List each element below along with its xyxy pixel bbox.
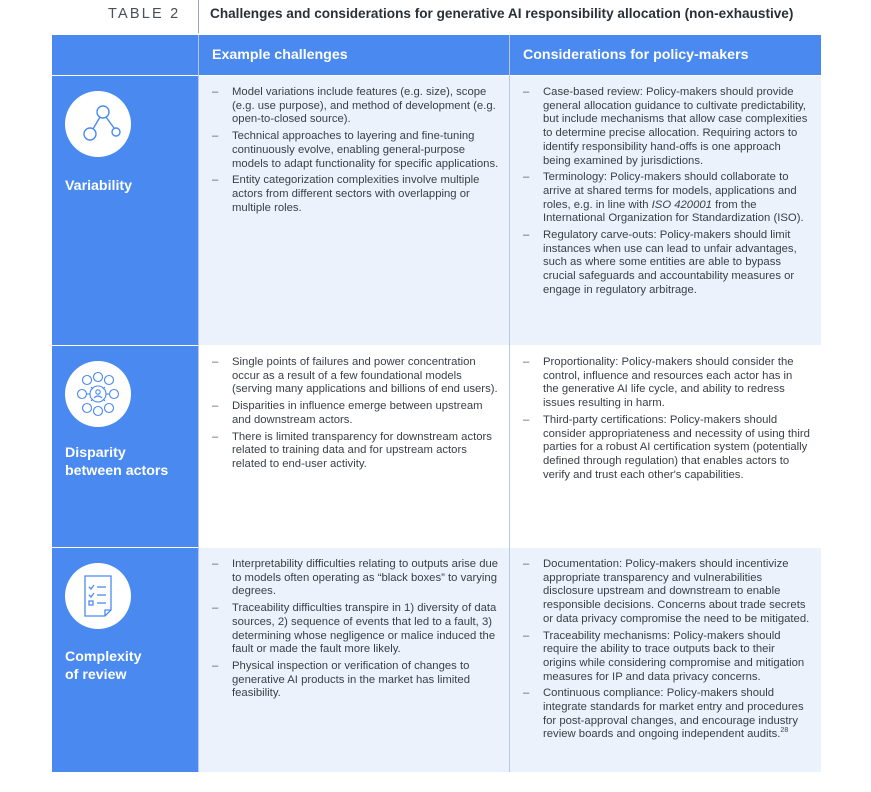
- list-item: – Physical inspection or verification of changes to generative AI products in the market has limited feasibility.: [212, 660, 499, 701]
- list-item: – Interpretability difficulties relating to outputs arise due to models often operating as “black boxes” to varying degrees.: [212, 558, 499, 599]
- table-row-disparity: [52, 346, 821, 547]
- list-item: – Single points of failures and power concentration occur as a result of a few foundational models (serving many applications and billions of end users).: [212, 356, 499, 397]
- list-item: – Traceability difficulties transpire in 1) diversity of data sources, 2) sequence of events that led to a fault, 3) determining whose negligence or malice induced the fault or made the fault more likely.: [212, 602, 499, 657]
- list-item: – Third-party certifications: Policy-makers should consider appropriateness and necessity of using third parties for a robust AI certification system (potentially defined through regulation) that enables actors to verify and trust each other's capabilities.: [523, 414, 811, 483]
- list-item: – Proportionality: Policy-makers should consider the control, influence and resources each actor has in the generative AI life cycle, and ability to redress issues resulting in harm.: [523, 356, 811, 411]
- footnote-marker: 28: [780, 727, 789, 735]
- list-item: – Terminology: Policy-makers should collaborate to arrive at shared terms for models, applications and roles, e.g. in line with ISO 420001 from the International Organization for Standardization (ISO).: [523, 171, 811, 226]
- column-divider: [509, 35, 510, 772]
- table-row-variability: [52, 76, 821, 345]
- column-header-challenges: Example challenges: [199, 35, 509, 75]
- list-item: – Disparities in influence emerge between upstream and downstream actors.: [212, 400, 499, 427]
- challenges-cell: [199, 76, 509, 345]
- list-item: – Entity categorization complexities involve multiple actors from different sectors with overlapping or multiple roles.: [212, 174, 499, 215]
- network-node-icon: [65, 91, 131, 157]
- table-title: Challenges and considerations for generative AI responsibility allocation (non-exhaustive): [210, 6, 794, 21]
- row-label: Complexity of review: [65, 649, 142, 683]
- table-label: TABLE 2: [108, 6, 181, 22]
- checklist-document-icon: [65, 563, 131, 629]
- list-item: – There is limited transparency for downstream actors related to training data and for upstream actors related to end-user activity.: [212, 431, 499, 472]
- considerations-cell: [510, 346, 821, 547]
- challenges-cell: [199, 548, 509, 772]
- row-label-cell: [52, 346, 198, 547]
- column-header-considerations: Considerations for policy-makers: [510, 35, 821, 75]
- list-item: – Case-based review: Policy-makers should provide general allocation guidance to cultivate predictability, but include mechanisms that allow case complexities to determine precise allocation. Requiring actors to identify responsibility hand-offs is one approach being examined by jurisdictions.: [523, 86, 811, 168]
- table-row-complexity: [52, 548, 821, 772]
- list-item: – Continuous compliance: Policy-makers should integrate standards for market entry and procedures for post-approval changes, and encourage industry review boards and ongoing independent audits.$^{28}$: [523, 687, 811, 742]
- people-network-icon: [65, 361, 131, 427]
- list-item: – Model variations include features (e.g. size), scope (e.g. use purpose), and method of development (e.g. open-to-closed source).: [212, 86, 499, 127]
- considerations-cell: [510, 76, 821, 345]
- row-label: Variability: [65, 178, 133, 194]
- considerations-cell: [510, 548, 821, 772]
- iso-reference: ISO 420001: [651, 198, 712, 211]
- list-item: – Regulatory carve-outs: Policy-makers should limit instances when use can lead to unfair advantages, such as where some entities are able to bypass crucial safeguards and accountability measures or engage in regulatory arbitrage.: [523, 229, 811, 298]
- list-item: – Traceability mechanisms: Policy-makers should require the ability to trace outputs back to their origins while considering compromise and mitigation measures for IP and data privacy concerns.: [523, 630, 811, 685]
- column-divider: [198, 35, 199, 772]
- title-divider: [198, 0, 199, 33]
- row-label: Disparity between actors: [65, 445, 169, 479]
- challenges-cell: [199, 346, 509, 547]
- icon-badge: [65, 563, 131, 629]
- list-item: – Documentation: Policy-makers should incentivize appropriate transparency and vulnerabilities disclosure upstream and downstream to enable responsible decisions. Concerns about trade secrets or data privacy compromise the need to be mitigated.: [523, 558, 811, 627]
- row-label-cell: [52, 76, 198, 345]
- icon-badge: [65, 361, 131, 427]
- responsibility-table: [52, 35, 821, 772]
- row-label-cell: [52, 548, 198, 772]
- header-corner: [52, 35, 198, 75]
- list-item: – Technical approaches to layering and fine-tuning continuously evolve, enabling general-purpose models to adapt functionality for specific applications.: [212, 130, 499, 171]
- icon-badge: [65, 91, 131, 157]
